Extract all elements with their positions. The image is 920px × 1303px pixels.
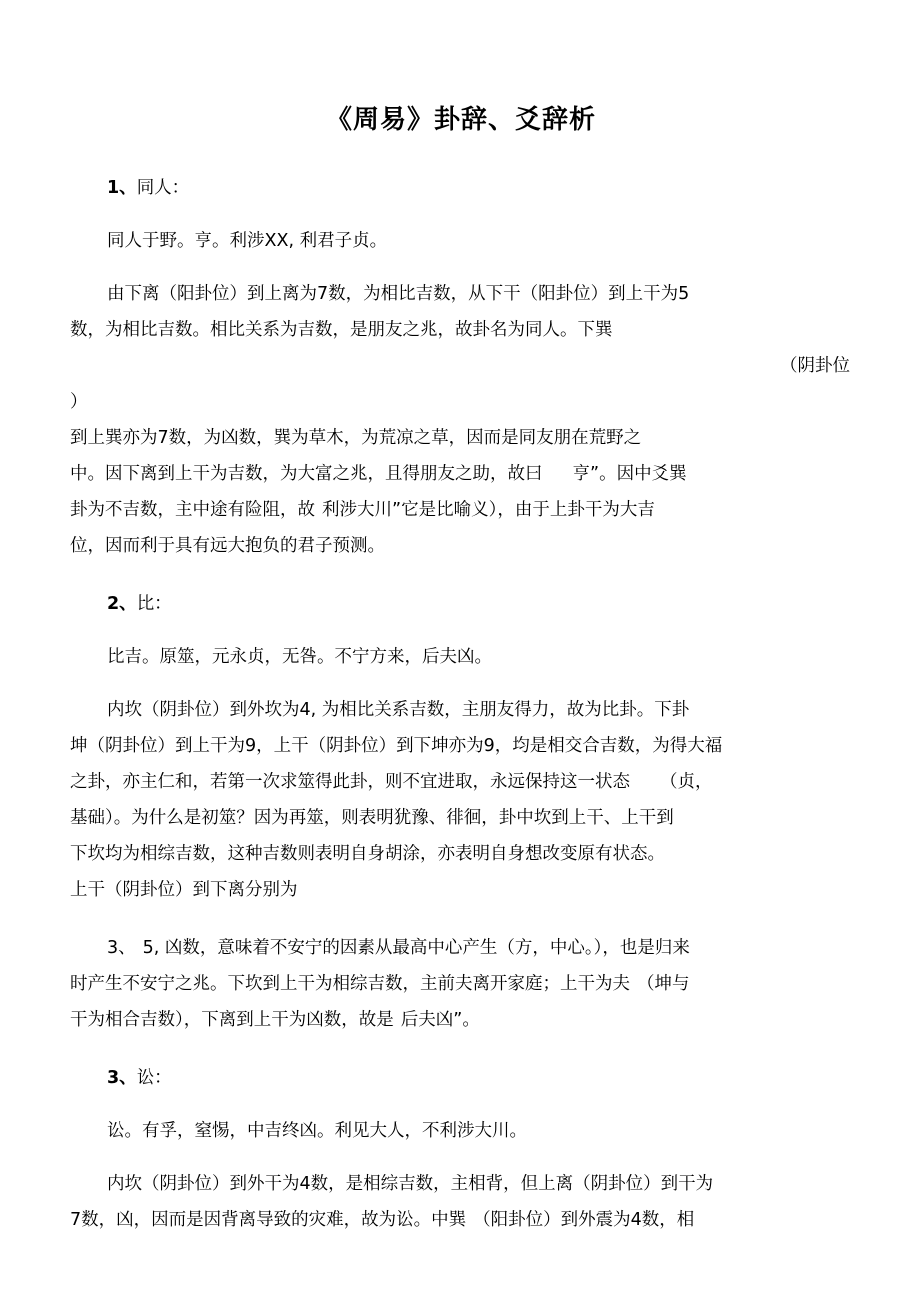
- body-line: [70, 492, 852, 528]
- body-text-b: （坤与: [637, 973, 690, 994]
- body-line: 由下离（阳卦位）到上离为7数，为相比吉数，从下干（阳卦位）到上干为5: [107, 283, 690, 304]
- body-text-b: 后夫凶”。: [400, 1009, 480, 1030]
- section-heading-2: [70, 586, 852, 622]
- section-quote-4: 讼。有孚，窒惕，中吉终凶。利见大人，不利涉大川。: [107, 1120, 527, 1141]
- section-heading-1: [70, 170, 852, 206]
- body-line: 数，为相比吉数。相比关系为吉数，是朋友之兆，故卦名为同人。下巽: [70, 319, 613, 340]
- body-line: [70, 1002, 852, 1038]
- section-name-1: 同人：: [136, 177, 190, 198]
- body-text-b: 利涉大川”它是比喻义），由于上卦干为大吉: [322, 499, 655, 520]
- section-quote-2: 比吉。原筮，元永贞，无咎。不宁方来，后夫凶。: [107, 646, 492, 667]
- body-line: 坤（阴卦位）到上干为9，上干（阴卦位）到下坤亦为9，均是相交合吉数，为得大福: [70, 735, 723, 756]
- page-title: 《周易》卦辞、爻辞析: [325, 105, 596, 135]
- spacer: [70, 675, 852, 692]
- body-text-b: 亨”。因中爻巽: [572, 463, 687, 484]
- body-line: [70, 930, 852, 966]
- spacer: [70, 908, 852, 930]
- section-name-4: 讼：: [136, 1067, 172, 1088]
- body-line: 位，因而利于具有远大抱负的君子预测。: [70, 535, 385, 556]
- spacer: [70, 1096, 852, 1113]
- spacer: [70, 564, 852, 586]
- document-body: [70, 0, 852, 1238]
- body-line: 内坎（阴卦位）到外干为4数，是相综吉数，主相背，但上离（阴卦位）到干为: [107, 1173, 714, 1194]
- body-text-a: 中。因下离到上干为吉数，为大富之兆，且得朋友之助，故曰: [70, 463, 543, 484]
- spacer: [70, 1038, 852, 1060]
- spacer: [70, 622, 852, 639]
- spacer: [70, 206, 852, 223]
- body-line: [70, 966, 852, 1002]
- body-line-right-fragment: （阴卦位: [780, 355, 850, 376]
- body-text-a: 7数，凶，因而是因背离导致的灾难，故为讼。中巽: [70, 1209, 467, 1230]
- section-number-2: 2、: [107, 593, 137, 614]
- spacer: [70, 259, 852, 276]
- body-line: 基础）。为什么是初筮？因为再筮，则表明犹豫、徘徊，卦中坎到上干、上干到: [70, 807, 674, 828]
- spacer: [70, 138, 852, 170]
- body-line-left-fragment: ）: [70, 391, 88, 412]
- body-text-a: 5, 凶数，意味着不安宁的因素从最高中心产生（方，中心。），也是归来: [142, 937, 690, 958]
- section-number-4: 3、: [107, 1067, 137, 1088]
- body-line: 内坎（阴卦位）到外坎为4, 为相比关系吉数，主朋友得力，故为比卦。下卦: [107, 699, 690, 720]
- body-text-a: 之卦，亦主仁和，若第一次求筮得此卦，则不宜进取，永远保持这一状态: [70, 771, 630, 792]
- section-number-1: 1、: [107, 177, 137, 198]
- section-quote-1: 同人于野。亨。利涉XX, 利君子贞。: [107, 230, 388, 251]
- body-line: [70, 764, 852, 800]
- body-text-a: 干为相合吉数），下离到上干为凶数，故是: [70, 1009, 394, 1030]
- section-number-3: 3、: [107, 937, 136, 958]
- body-line: [70, 1202, 852, 1238]
- body-line: 上干（阴卦位）到下离分别为: [70, 879, 298, 900]
- spacer: [70, 1149, 852, 1166]
- section-name-2: 比：: [136, 593, 172, 614]
- body-line: [70, 456, 852, 492]
- body-text-b: （贞，: [660, 771, 713, 792]
- body-line: 下坎均为相综吉数，这种吉数则表明自身胡涂，亦表明自身想改变原有状态。: [70, 843, 665, 864]
- body-line: 到上巽亦为7数，为凶数，巽为草木，为荒凉之草，因而是同友朋在荒野之: [70, 427, 642, 448]
- body-text-a: 卦为不吉数，主中途有险阻，故: [70, 499, 315, 520]
- body-text-b: （阳卦位）到外震为4数，相: [473, 1209, 695, 1230]
- section-heading-4: [70, 1060, 852, 1096]
- body-text-a: 时产生不安宁之兆。下坎到上干为相综吉数，主前夫离开家庭；上干为夫: [70, 973, 630, 994]
